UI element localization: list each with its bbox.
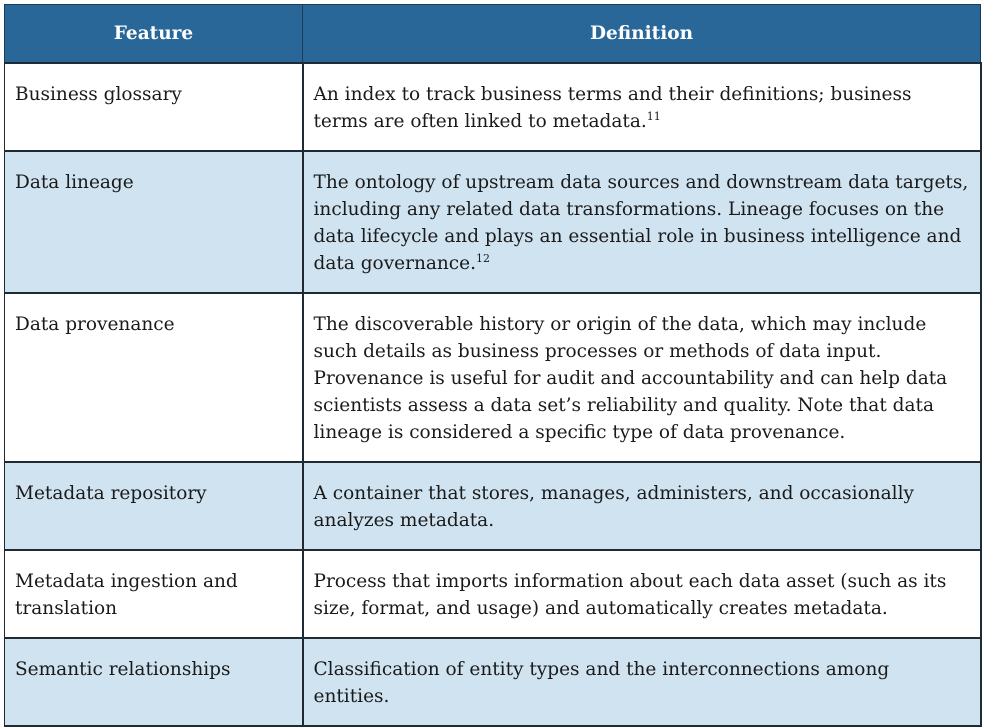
table-row xyxy=(5,638,981,726)
table-row xyxy=(5,550,981,638)
definition-cell xyxy=(303,462,981,550)
table-row xyxy=(5,293,981,462)
definition-cell xyxy=(303,63,981,151)
footnote-marker: 12 xyxy=(476,252,490,265)
feature-cell: Semantic relationships xyxy=(5,638,303,726)
feature-definition-table xyxy=(4,4,982,727)
definition-text: Process that imports information about each data asset (such as its size, format, and usage) and automatically creates metadata. xyxy=(313,571,947,619)
table-row xyxy=(5,151,981,293)
definition-cell xyxy=(303,293,981,462)
table-row xyxy=(5,462,981,550)
definition-cell xyxy=(303,638,981,726)
definition-column-header: Definition xyxy=(303,5,981,64)
feature-column-header: Feature xyxy=(5,5,303,64)
feature-cell: Business glossary xyxy=(5,63,303,151)
feature-cell: Metadata repository xyxy=(5,462,303,550)
footnote-marker: 11 xyxy=(646,110,661,123)
table-row xyxy=(5,63,981,151)
definition-text: The discoverable history or origin of the data, which may include such details as business processes or methods of data input. Provenance is useful for audit and accountability and can help data scientists assess a data set’s reliability and quality. Note that data lineage is considered a specific type of data provenance. xyxy=(313,314,948,443)
table-header-row xyxy=(5,5,981,64)
definition-text: Classification of entity types and the interconnections among entities. xyxy=(313,659,890,707)
definition-text: An index to track business terms and their definitions; business terms are often linked to metadata. xyxy=(313,84,912,132)
feature-cell: Metadata ingestion and translation xyxy=(5,550,303,638)
definition-cell xyxy=(303,550,981,638)
definition-cell xyxy=(303,151,981,293)
feature-definition-table-container xyxy=(4,4,982,727)
feature-cell: Data provenance xyxy=(5,293,303,462)
feature-cell: Data lineage xyxy=(5,151,303,293)
definition-text: A container that stores, manages, administers, and occasionally analyzes metadata. xyxy=(313,483,914,531)
definition-text: The ontology of upstream data sources and downstream data targets, including any related data transformations. Lineage focuses on the data lifecycle and plays an essential role in business intelligence and data governance. xyxy=(313,172,969,274)
